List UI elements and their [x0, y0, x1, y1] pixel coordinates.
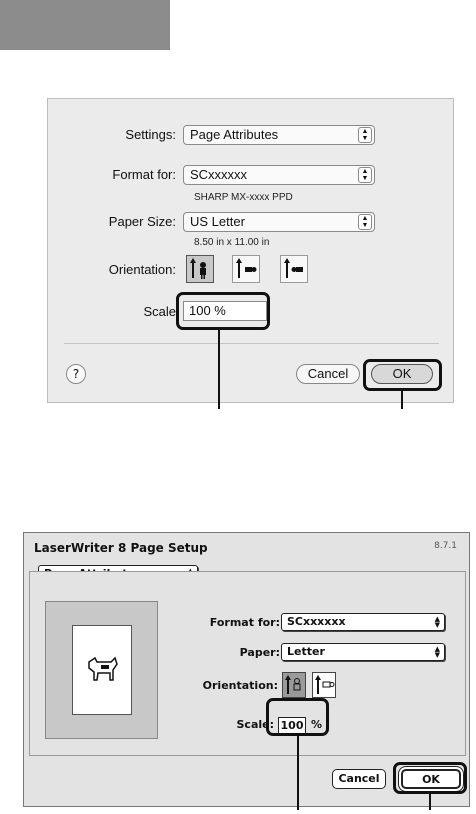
scale-callout-line: [297, 736, 299, 810]
ok-button[interactable]: OK: [371, 364, 433, 384]
cancel-button[interactable]: Cancel: [332, 769, 386, 789]
dogcow-icon: [73, 626, 131, 714]
scale-callout-box: [266, 698, 329, 736]
settings-label: Settings:: [125, 127, 176, 142]
portrait-person-icon: [187, 256, 213, 282]
format-for-value: SCxxxxxx: [287, 615, 346, 628]
paper-dimensions-text: 8.50 in x 11.00 in: [194, 237, 270, 248]
portrait-person-icon: [283, 673, 305, 697]
orientation-label: Orientation:: [108, 262, 176, 277]
settings-popup[interactable]: [183, 125, 375, 145]
popup-arrows-icon: ▲ ▼: [358, 214, 372, 230]
ok-callout-box: [393, 762, 467, 794]
settings-panel: [29, 571, 466, 756]
paper-size-popup[interactable]: [183, 212, 375, 232]
page-preview: [45, 601, 158, 739]
scale-unit-label: %: [311, 718, 323, 731]
format-for-label: Format for:: [112, 167, 176, 182]
divider: [64, 343, 439, 344]
orientation-portrait-button[interactable]: [282, 672, 306, 698]
format-for-popup[interactable]: [183, 165, 375, 185]
orientation-landscape-button[interactable]: [232, 255, 260, 283]
paper-popup[interactable]: [281, 643, 445, 661]
paper-value: Letter: [287, 645, 325, 658]
landscape-person-icon: [313, 673, 335, 697]
format-for-popup[interactable]: [281, 613, 445, 631]
help-button[interactable]: ?: [66, 364, 86, 384]
page-setup-dialog: [47, 98, 454, 403]
scale-callout-line: [218, 330, 220, 409]
settings-value: Page Attributes: [190, 127, 279, 142]
dialog-title: LaserWriter 8 Page Setup: [34, 541, 208, 555]
format-for-label: Format for:: [209, 616, 280, 629]
version-label: 8.7.1: [434, 541, 457, 551]
orientation-landscape-button[interactable]: [312, 672, 336, 698]
paper-size-label: Paper Size:: [108, 214, 176, 229]
format-for-value: SCxxxxxx: [190, 167, 248, 182]
cancel-button[interactable]: Cancel: [296, 364, 360, 384]
landscape-person-icon: [233, 256, 259, 282]
scale-input[interactable]: 100 %: [183, 301, 267, 321]
popup-arrows-icon: ▲ ▼: [358, 127, 372, 143]
scale-input[interactable]: 100: [278, 717, 306, 734]
scale-label: Scale:: [236, 718, 274, 731]
orientation-landscape-reverse-button[interactable]: [280, 255, 308, 283]
ok-callout-line: [401, 391, 403, 409]
section-tab-marker: [0, 0, 170, 50]
preview-paper: [72, 625, 132, 715]
popup-arrows-icon: ▲ ▼: [358, 167, 372, 183]
popup-arrows-icon: ▲ ▼: [434, 645, 440, 659]
scale-callout-box: [176, 292, 270, 330]
scale-label: Scale: [143, 304, 176, 319]
landscape-reverse-person-icon: [281, 256, 307, 282]
ok-callout-box: [363, 359, 442, 391]
ok-button[interactable]: OK: [401, 769, 461, 789]
ok-callout-line: [429, 794, 431, 810]
paper-label: Paper:: [239, 646, 280, 659]
orientation-portrait-button[interactable]: [186, 255, 214, 283]
paper-size-value: US Letter: [190, 214, 245, 229]
printer-model-text: SHARP MX-xxxx PPD: [194, 192, 293, 203]
orientation-label: Orientation:: [202, 679, 278, 692]
popup-arrows-icon: ▲ ▼: [434, 615, 440, 629]
